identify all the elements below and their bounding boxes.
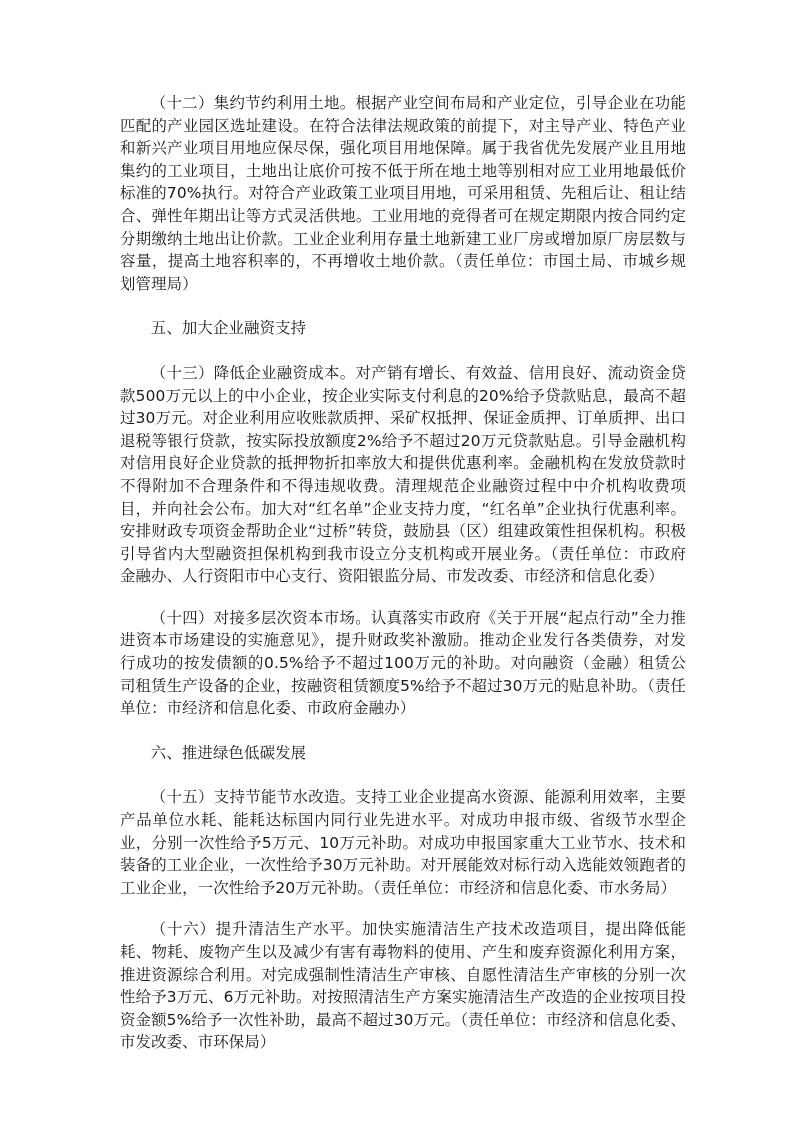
paragraph-financing-cost: （十三）降低企业融资成本。对产销有增长、有效益、信用良好、流动资金贷款500万元以上的中小企业，按企业实际支付利息的20%给予贷款贴息，最高不超过30万元。对企业利用应收账款质押、采矿权抵押、保证金质押、订单质押、出口退税等银行贷款，按实际投放额度2%给予不超过20万元贷款贴息。引导金融机构对信用良好企业贷款的抵押物折扣率放大和提供优惠利率。金融机构在发放贷款时不得附加不合理条件和不得违规收费。清理规范企业融资过程中中介机构收费项目，并向社会公布。加大对“红名单”企业支持力度，“红名单”企业执行优惠利率。安排财政专项资金帮助企业“过桥”转贷，鼓励县（区）组建政策性担保机构。积极引导省内大型融资担保机构到我市设立分支机构或开展业务。（责任单位：市政府金融办、人行资阳市中心支行、资阳银监分局、市发改委、市经济和信息化委）: [120, 363, 686, 586]
paragraph-energy-water-saving: （十五）支持节能节水改造。支持工业企业提高水资源、能源利用效率，主要产品单位水耗、能耗达标国内同行业先进水平。对成功申报市级、省级节水型企业，分别一次性给予5万元、10万元补助。对成功申报国家重大工业节水、技术和装备的工业企业，一次性给予30万元补助。对开展能效对标行动入选能效领跑者的工业企业，一次性给予20万元补助。（责任单位：市经济和信息化委、市水务局）: [120, 788, 686, 897]
document-page: [120, 92, 686, 1054]
paragraph-land-use: （十二）集约节约利用土地。根据产业空间布局和产业定位，引导企业在功能匹配的产业园区选址建设。在符合法律法规政策的前提下，对主导产业、特色产业和新兴产业项目用地应保尽保，强化项目用地保障。属于我省优先发展产业且用地集约的工业项目，土地出让底价可按不低于所在地土地等别相对应工业用地最低价标准的70%执行。对符合产业政策工业项目用地，可采用租赁、先租后让、租让结合、弹性年期出让等方式灵活供地。工业用地的竞得者可在规定期限内按合同约定分期缴纳土地出让价款。工业企业利用存量土地新建工业厂房或增加原厂房层数与容量，提高土地容积率的，不再增收土地价款。（责任单位：市国土局、市城乡规划管理局）: [120, 94, 686, 293]
paragraph-capital-market: （十四）对接多层次资本市场。认真落实市政府《关于开展“起点行动”全力推进资本市场建设的实施意见》，提升财政奖补激励。推动企业发行各类债券，对发行成功的按发债额的0.5%给予不超过100万元的补助。对向融资（金融）租赁公司租赁生产设备的企业，按融资租赁额度5%给予不超过30万元的贴息补助。（责任单位：市经济和信息化委、市政府金融办）: [120, 608, 686, 718]
section-heading-green-development: 六、推进绿色低碳发展: [150, 743, 307, 762]
section-heading-financing: 五、加大企业融资支持: [150, 319, 307, 338]
paragraph-clean-production: （十六）提升清洁生产水平。加快实施清洁生产技术改造项目，提出降低能耗、物耗、废物产生以及减少有害有毒物料的使用、产生和废弃资源化利用方案，推进资源综合利用。对完成强制性清洁生产审核、自愿性清洁生产审核的分别一次性给予3万元、6万元补助。对按照清洁生产方案实施清洁生产改造的企业按项目投资金额5%给予一次性补助，最高不超过30万元。（责任单位：市经济和信息化委、市发改委、市环保局）: [120, 920, 686, 1052]
